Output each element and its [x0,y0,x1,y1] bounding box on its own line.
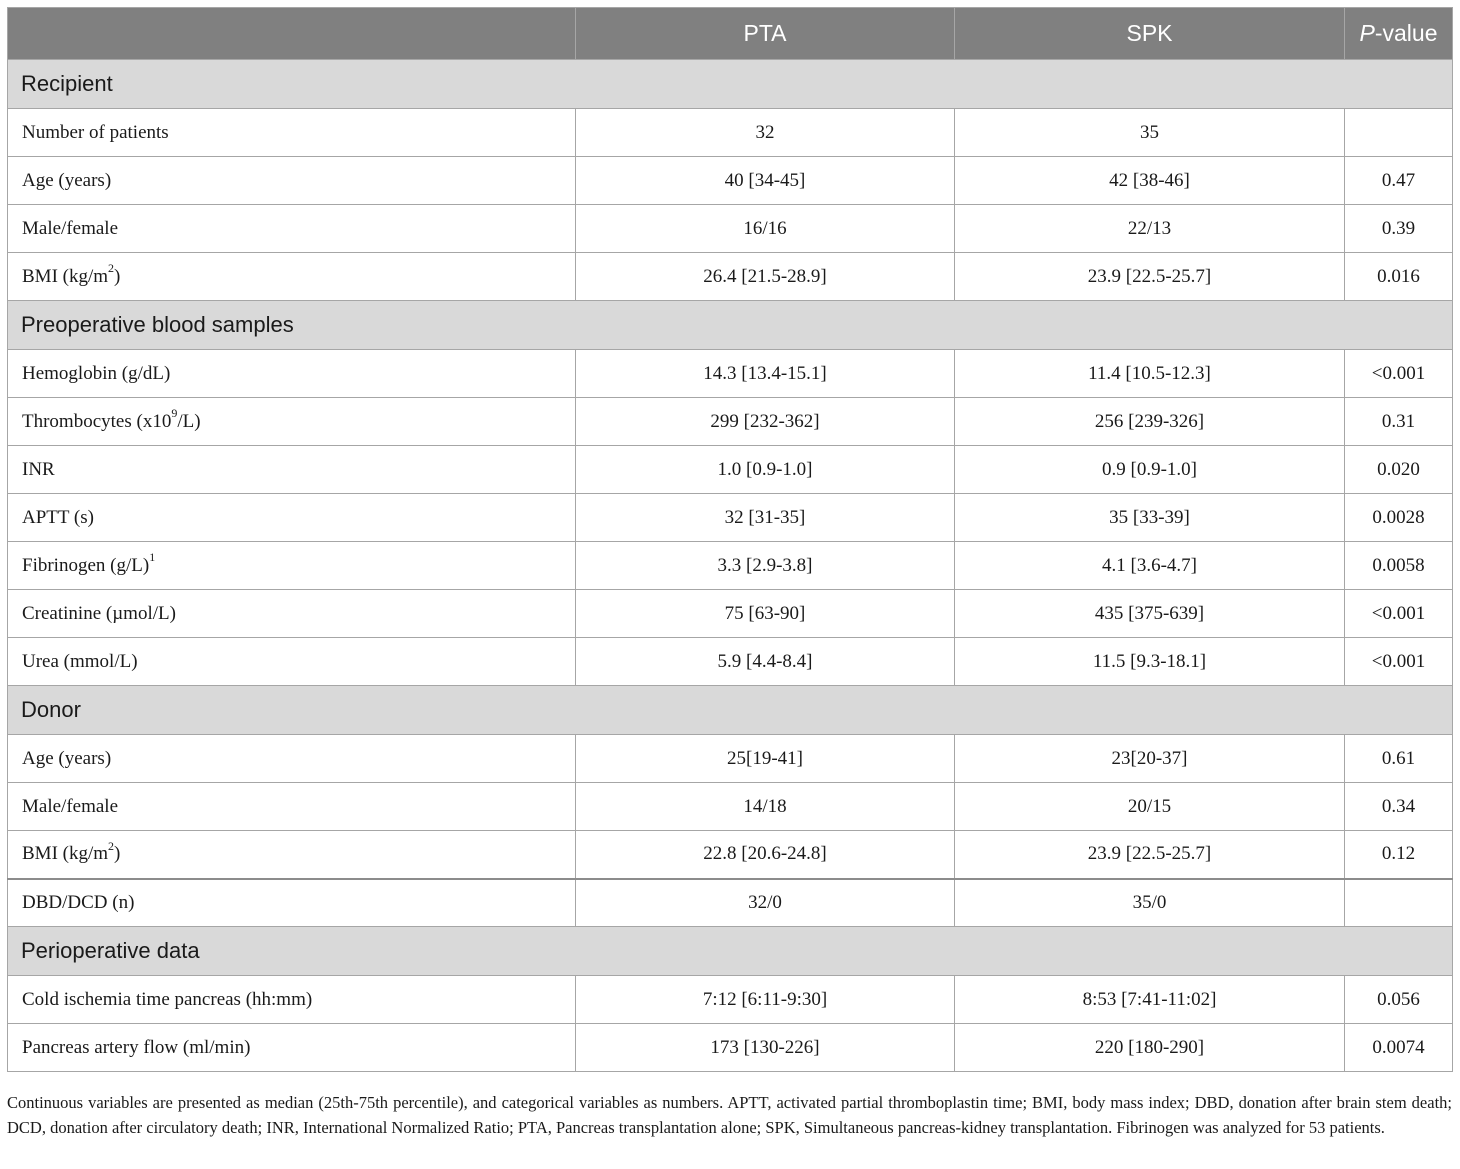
table-row [8,446,1453,494]
cell-p-value: 0.0074 [1345,1024,1453,1072]
row-label [8,398,576,446]
comparison-table [7,7,1453,1072]
row-label: Cold ischemia time pancreas (hh:mm) [8,976,576,1024]
cell-pta: 40 [34-45] [576,157,955,205]
cell-spk: 23[20-37] [955,735,1345,783]
table-row [8,253,1453,301]
cell-spk: 0.9 [0.9-1.0] [955,446,1345,494]
cell-spk: 42 [38-46] [955,157,1345,205]
cell-pta: 75 [63-90] [576,590,955,638]
cell-pta: 32 [31-35] [576,494,955,542]
section-title-donor: Donor [8,686,1453,735]
label-text: BMI (kg/m [22,843,109,865]
cell-pta: 1.0 [0.9-1.0] [576,446,955,494]
table-row [8,879,1453,927]
cell-pta: 32/0 [576,879,955,927]
cell-p-value: <0.001 [1345,638,1453,686]
cell-spk: 23.9 [22.5-25.7] [955,831,1345,879]
cell-spk: 11.5 [9.3-18.1] [955,638,1345,686]
cell-p-value: <0.001 [1345,590,1453,638]
cell-spk: 11.4 [10.5-12.3] [955,350,1345,398]
section-row-preoperative [8,301,1453,350]
cell-pta: 32 [576,109,955,157]
cell-p-value: 0.020 [1345,446,1453,494]
label-superscript: 2 [108,261,115,276]
row-label [8,542,576,590]
row-label: Age (years) [8,735,576,783]
cell-p-value: 0.12 [1345,831,1453,879]
header-p-rest: -value [1374,20,1438,46]
row-label [8,831,576,879]
cell-pta: 3.3 [2.9-3.8] [576,542,955,590]
label-text-end: /L) [177,410,201,432]
cell-pta: 14/18 [576,783,955,831]
cell-spk: 35/0 [955,879,1345,927]
row-label: Male/female [8,205,576,253]
cell-pta: 16/16 [576,205,955,253]
table-row [8,109,1453,157]
cell-pta: 26.4 [21.5-28.9] [576,253,955,301]
header-p-value [1345,8,1453,60]
label-superscript: 9 [171,406,178,421]
section-row-donor [8,686,1453,735]
label-text-end: ) [114,843,121,865]
cell-p-value [1345,879,1453,927]
row-label: APTT (s) [8,494,576,542]
label-text: BMI (kg/m [22,265,109,287]
cell-spk: 35 [955,109,1345,157]
row-label: DBD/DCD (n) [8,879,576,927]
section-title-recipient: Recipient [8,60,1453,109]
cell-p-value: 0.016 [1345,253,1453,301]
row-label: Male/female [8,783,576,831]
table-row [8,735,1453,783]
cell-p-value: 0.0028 [1345,494,1453,542]
cell-spk: 220 [180-290] [955,1024,1345,1072]
cell-spk: 435 [375-639] [955,590,1345,638]
row-label: INR [8,446,576,494]
header-pta: PTA [576,8,955,60]
table-row [8,398,1453,446]
section-title-preoperative: Preoperative blood samples [8,301,1453,350]
cell-pta: 14.3 [13.4-15.1] [576,350,955,398]
table-row [8,831,1453,879]
cell-pta: 25[19-41] [576,735,955,783]
row-label: Age (years) [8,157,576,205]
cell-pta: 173 [130-226] [576,1024,955,1072]
cell-spk: 35 [33-39] [955,494,1345,542]
cell-spk: 256 [239-326] [955,398,1345,446]
table-row [8,976,1453,1024]
label-superscript: 1 [149,550,156,565]
header-spk: SPK [955,8,1345,60]
table-row [8,590,1453,638]
row-label: Pancreas artery flow (ml/min) [8,1024,576,1072]
cell-pta: 299 [232-362] [576,398,955,446]
label-text-end: ) [114,265,121,287]
label-superscript: 2 [108,838,115,853]
table-row [8,350,1453,398]
section-title-perioperative: Perioperative data [8,927,1453,976]
cell-pta: 5.9 [4.4-8.4] [576,638,955,686]
table-row [8,1024,1453,1072]
table-footnote: Continuous variables are presented as median (25th-75th percentile), and categorical variables as numbers. APTT, activated partial thromboplastin time; BMI, body mass index; DBD, donation after brain stem death; DCD, donation after circulatory death; INR, International Normalized Ratio; PTA, Pancreas transplantation alone; SPK, Simultaneous pancreas-kidney transplantation. Fibrinogen was analyzed for 53 patients. [7,1093,1452,1137]
cell-p-value: 0.61 [1345,735,1453,783]
cell-spk: 20/15 [955,783,1345,831]
cell-p-value: 0.39 [1345,205,1453,253]
cell-p-value: 0.47 [1345,157,1453,205]
table-row [8,638,1453,686]
cell-p-value: 0.056 [1345,976,1453,1024]
cell-pta: 7:12 [6:11-9:30] [576,976,955,1024]
section-row-recipient [8,60,1453,109]
table-row [8,494,1453,542]
section-row-perioperative [8,927,1453,976]
table-row [8,157,1453,205]
table-header-row [8,8,1453,60]
table-row [8,542,1453,590]
cell-spk: 23.9 [22.5-25.7] [955,253,1345,301]
table-row [8,205,1453,253]
cell-p-value: <0.001 [1345,350,1453,398]
row-label: Hemoglobin (g/dL) [8,350,576,398]
label-text: Thrombocytes (x10 [22,410,172,432]
cell-spk: 4.1 [3.6-4.7] [955,542,1345,590]
header-blank [8,8,576,60]
row-label: Number of patients [8,109,576,157]
cell-p-value: 0.34 [1345,783,1453,831]
table-row [8,783,1453,831]
cell-pta: 22.8 [20.6-24.8] [576,831,955,879]
row-label: Urea (mmol/L) [8,638,576,686]
cell-p-value [1345,109,1453,157]
row-label [8,253,576,301]
cell-spk: 22/13 [955,205,1345,253]
cell-p-value: 0.31 [1345,398,1453,446]
label-text: Fibrinogen (g/L) [22,554,150,576]
row-label: Creatinine (µmol/L) [8,590,576,638]
header-p-italic: P [1359,20,1375,46]
comparison-table-wrapper [7,7,1452,1072]
cell-spk: 8:53 [7:41-11:02] [955,976,1345,1024]
cell-p-value: 0.0058 [1345,542,1453,590]
